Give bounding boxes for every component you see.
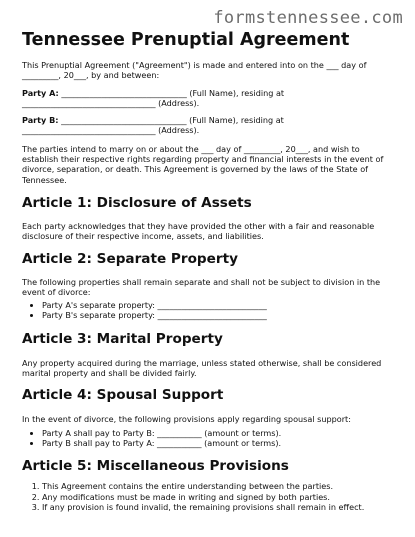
article-2-line: The following properties shall remain separate and shall not be subject to division in the — [22, 276, 381, 287]
party-a-address-line: _________________________________ (Address). — [22, 97, 200, 108]
article-1-heading: Article 1: Disclosure of Assets — [22, 194, 252, 211]
article-2-heading: Article 2: Separate Property — [22, 250, 238, 267]
article-1-text — [22, 221, 400, 242]
article-4-line: In the event of divorce, the following provisions apply regarding spousal support: — [22, 414, 351, 425]
list-item: • Party A shall pay to Party B: ___________ (amount or terms). — [42, 428, 400, 438]
list-item: 2. Any modifications must be made in writing and signed by both parties. — [42, 492, 400, 502]
document-page — [22, 30, 400, 512]
purpose-line: divorce, separation, or death. This Agreement is governed by the laws of the State of — [22, 164, 368, 175]
article-3-line: Any property acquired during the marriage, unless stated otherwise, shall be considered — [22, 357, 382, 368]
purpose-paragraph — [22, 144, 400, 185]
article-3-heading: Article 3: Marital Property — [22, 330, 223, 347]
list-item: • Party B's separate property: ___________________________ — [42, 310, 400, 320]
list-item: • Party B shall pay to Party A: ___________ (amount or terms). — [42, 438, 400, 448]
purpose-line: Tennessee. — [22, 174, 67, 185]
intro-line: _________, 20___, by and between: — [22, 70, 160, 81]
article-5-heading: Article 5: Miscellaneous Provisions — [22, 458, 289, 475]
article-3-line: marital property and shall be divided fairly. — [22, 368, 197, 379]
article-4-text — [22, 414, 400, 424]
article-1-line: Each party acknowledges that they have provided the other with a fair and reasonable — [22, 220, 375, 231]
watermark: formstennessee.com — [213, 8, 403, 28]
purpose-line: establish their respective rights regarding property and financial interests in the event of — [22, 154, 384, 165]
party-a-label: Party A: — [22, 87, 59, 98]
article-3-text — [22, 358, 400, 379]
document-title: Tennessee Prenuptial Agreement — [22, 30, 350, 50]
party-a-block — [22, 88, 400, 109]
party-b-name-line: _______________________________ (Full Name), residing at — [58, 115, 284, 126]
list-item: 1. This Agreement contains the entire understanding between the parties. — [42, 481, 400, 491]
article-5-list — [22, 481, 400, 512]
purpose-line: The parties intend to marry on or about the ___ day of _________, 20___, and wish to — [22, 143, 360, 154]
intro-paragraph — [22, 60, 400, 81]
party-b-label: Party B: — [22, 115, 59, 126]
article-1-line: disclosure of their respective income, assets, and liabilities. — [22, 231, 264, 242]
article-2-text — [22, 277, 400, 298]
party-b-address-line: _________________________________ (Address). — [22, 125, 200, 136]
list-item: • Party A's separate property: ___________________________ — [42, 300, 400, 310]
article-2-list — [22, 300, 400, 321]
party-b-block — [22, 115, 400, 136]
party-a-name-line: _______________________________ (Full Name), residing at — [58, 87, 285, 98]
list-item: 3. If any provision is found invalid, the remaining provisions shall remain in effect. — [42, 502, 400, 512]
article-4-heading: Article 4: Spousal Support — [22, 387, 224, 404]
article-2-line: event of divorce: — [22, 286, 91, 297]
article-4-list — [22, 428, 400, 449]
intro-line: This Prenuptial Agreement ("Agreement") is made and entered into on the ___ day of — [22, 60, 367, 70]
